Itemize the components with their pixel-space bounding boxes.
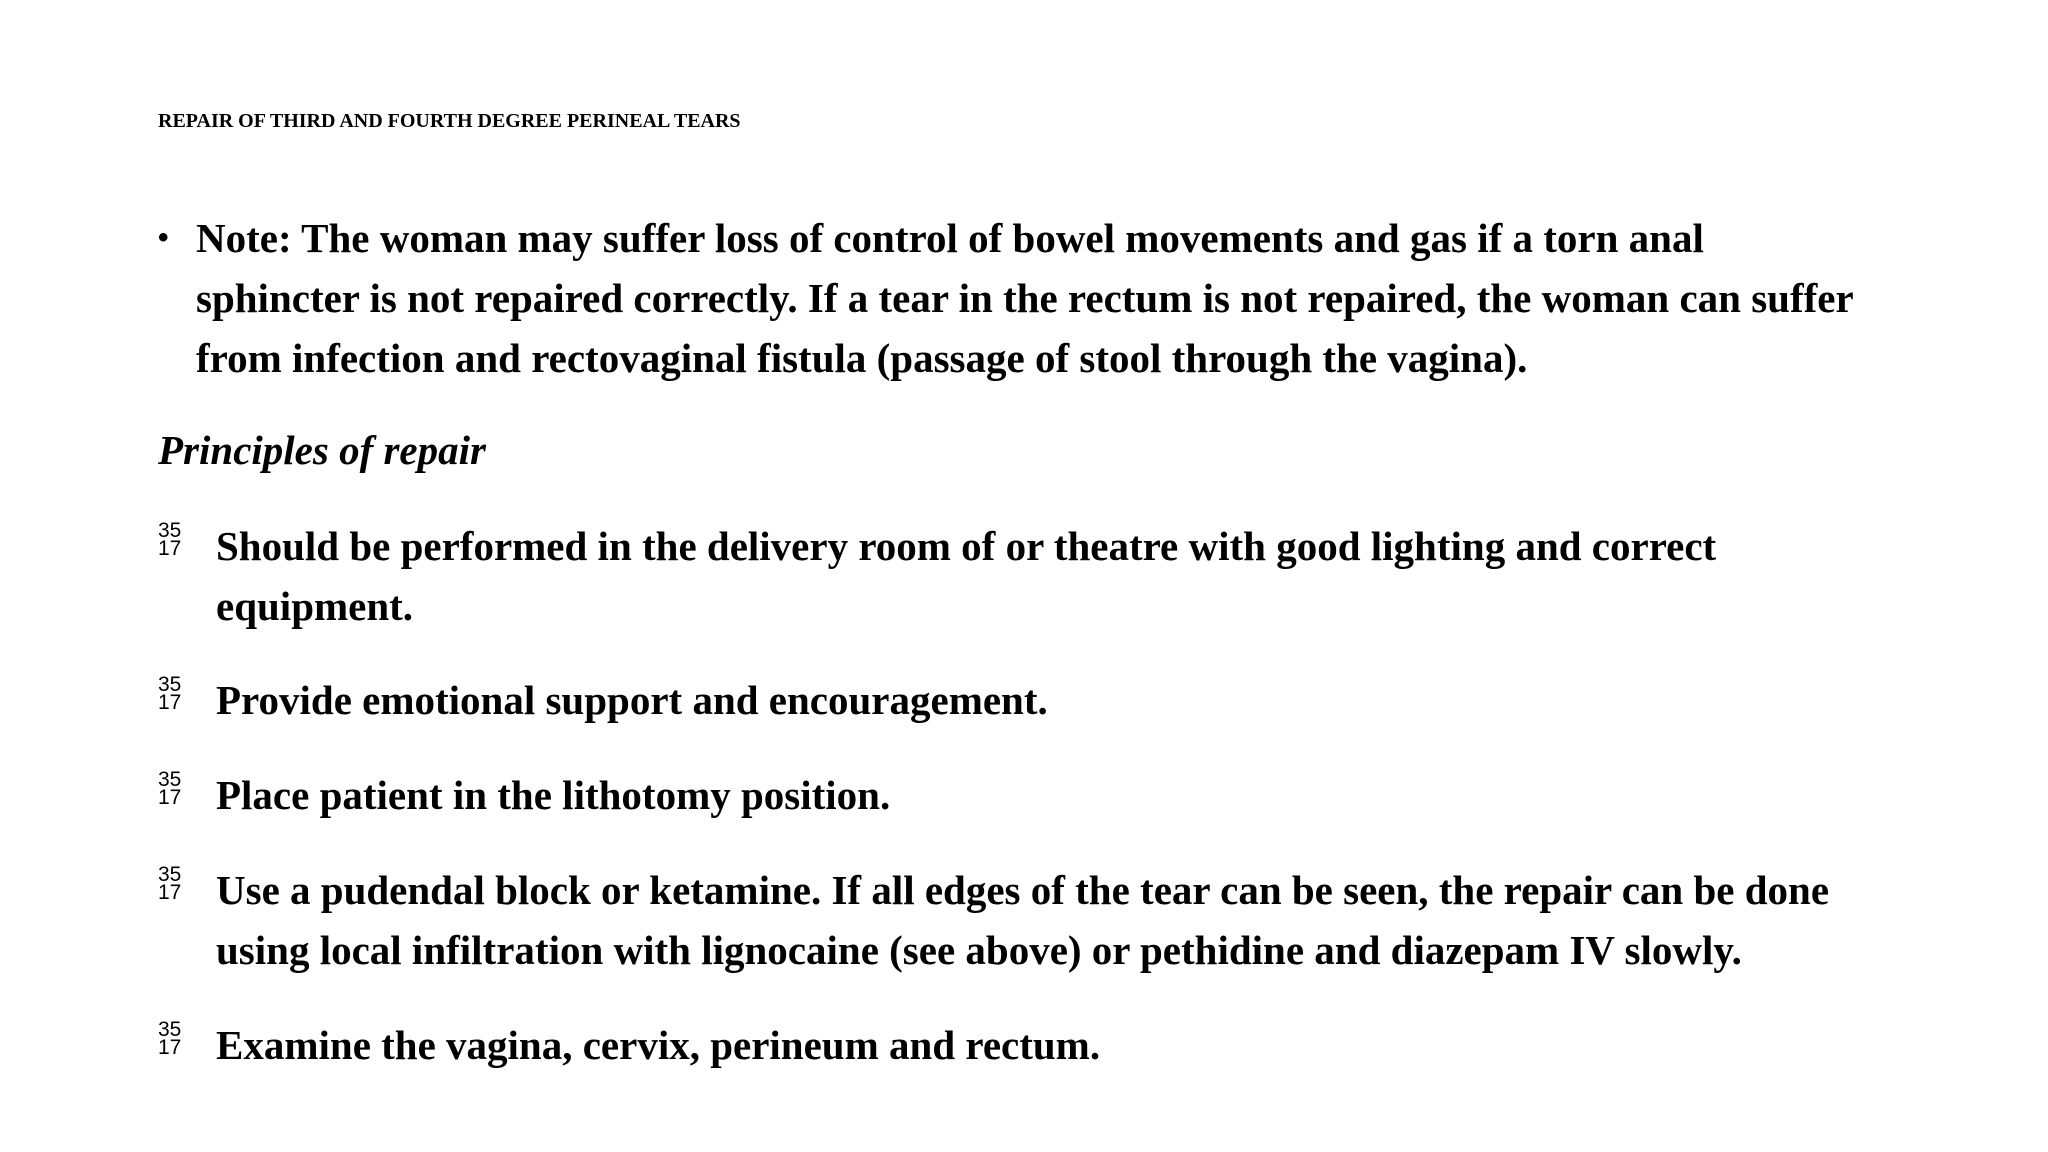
list-marker bbox=[158, 765, 216, 807]
note-bullet bbox=[158, 208, 1858, 388]
marker-bottom: 17 bbox=[158, 537, 182, 560]
list-marker bbox=[158, 1015, 216, 1057]
list-item bbox=[158, 765, 1918, 825]
slide-header: REPAIR OF THIRD AND FOURTH DEGREE PERINEAL TEARS bbox=[158, 110, 741, 132]
section-subheading: Principles of repair bbox=[158, 427, 486, 473]
list-item bbox=[158, 860, 1918, 980]
list-item-text: Provide emotional support and encouragement. bbox=[216, 677, 1048, 723]
marker-top: 35 bbox=[158, 673, 182, 696]
list-item-text: Use a pudendal block or ketamine. If all edges of the tear can be seen, the repair can be done using local infiltration with lignocaine (see above) or pethidine and diazepam IV slowly. bbox=[216, 867, 1830, 973]
list-item bbox=[158, 516, 1918, 636]
marker-bottom: 17 bbox=[158, 1036, 182, 1059]
marker-bottom: 17 bbox=[158, 786, 182, 809]
note-text: Note: The woman may suffer loss of control of bowel movements and gas if a torn anal sphincter is not repaired correctly. If a tear in the rectum is not repaired, the woman can suffer from infection and rectovaginal fistula (passage of stool through the vagina). bbox=[196, 215, 1853, 381]
bullet-icon: • bbox=[158, 221, 169, 254]
marker-bottom: 17 bbox=[158, 691, 182, 714]
marker-top: 35 bbox=[158, 863, 182, 886]
marker-top: 35 bbox=[158, 768, 182, 791]
list-item bbox=[158, 1015, 1918, 1075]
marker-top: 35 bbox=[158, 1018, 182, 1041]
marker-top: 35 bbox=[158, 519, 182, 542]
list-marker bbox=[158, 670, 216, 712]
list-marker bbox=[158, 860, 216, 902]
list-item-text: Examine the vagina, cervix, perineum and rectum. bbox=[216, 1022, 1101, 1068]
list-item-text: Should be performed in the delivery room of or theatre with good lighting and correct equipment. bbox=[216, 523, 1717, 629]
list-marker bbox=[158, 516, 216, 558]
list-item bbox=[158, 670, 1918, 730]
list-item-text: Place patient in the lithotomy position. bbox=[216, 772, 891, 818]
marker-bottom: 17 bbox=[158, 881, 182, 904]
